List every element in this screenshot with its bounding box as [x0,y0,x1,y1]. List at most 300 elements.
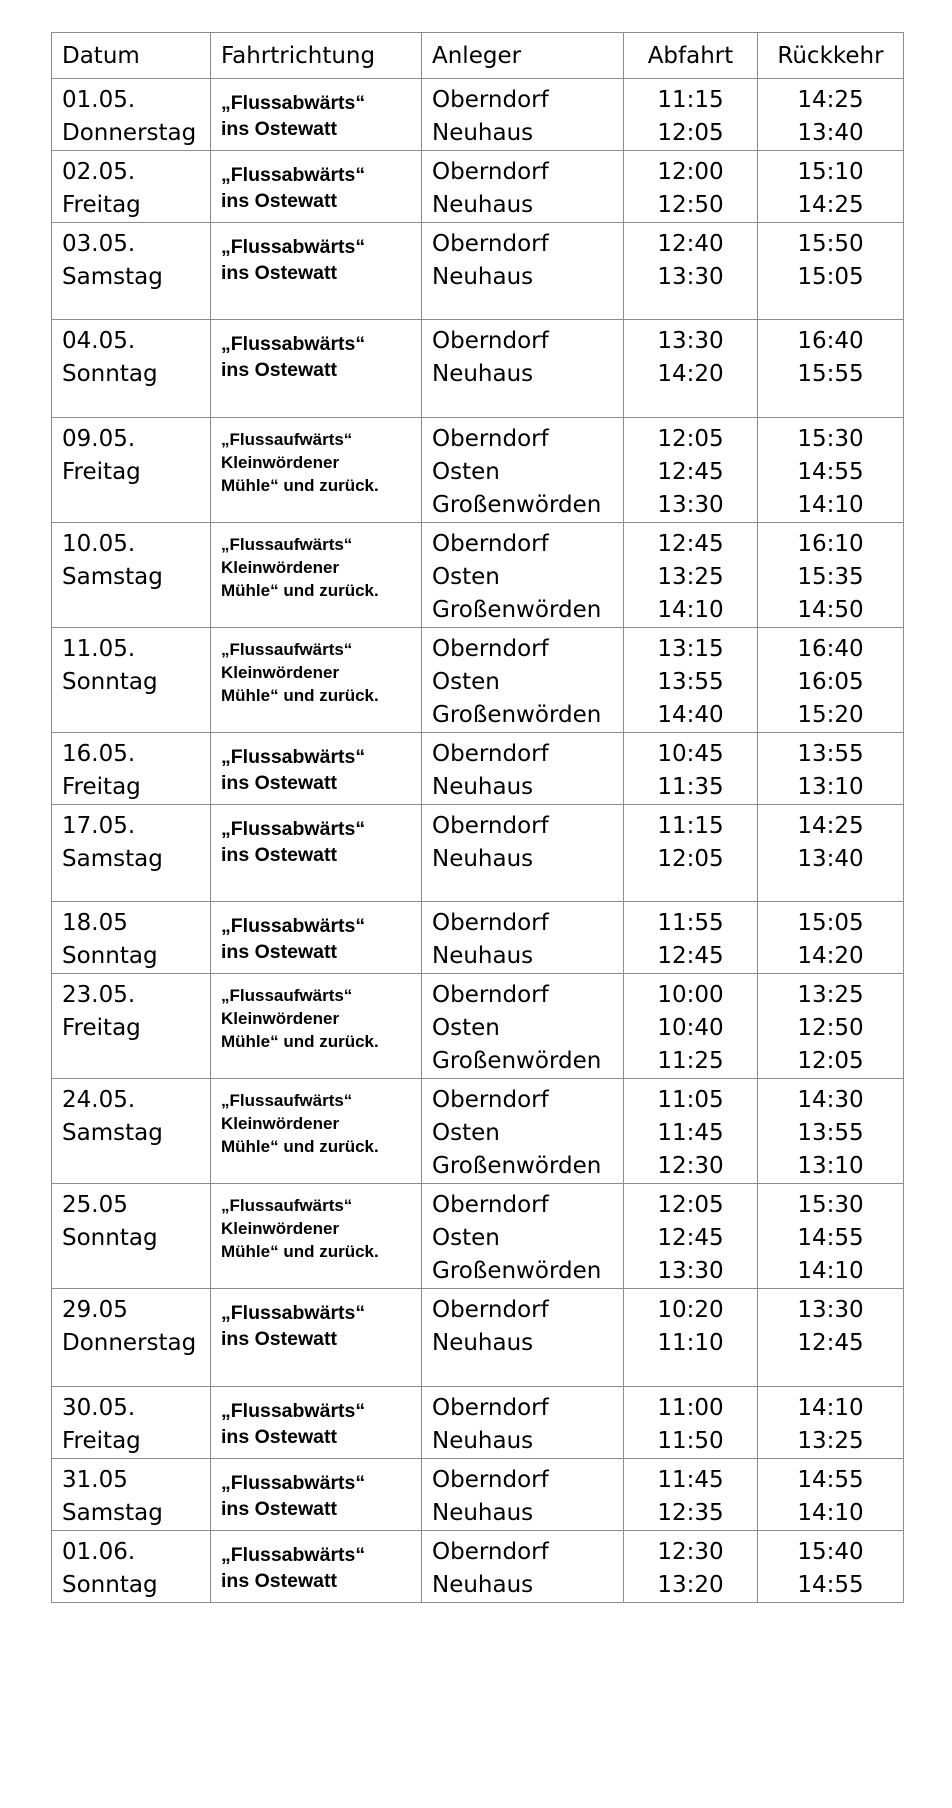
weekday-value: Samstag [62,1500,163,1526]
departure-list [624,1387,757,1458]
direction-line: „Flussabwärts“ [221,236,366,258]
return-time: 12:45 [797,1330,864,1356]
direction-text [211,418,421,497]
return-time: 15:20 [797,702,864,728]
return-list [758,1079,903,1183]
pier-list [422,79,623,150]
return-cell [758,628,904,733]
return-list [758,151,903,222]
pier-cell [422,1184,624,1289]
date-text [52,1531,210,1602]
table-body [52,79,904,1603]
return-list [758,974,903,1078]
return-cell [758,151,904,223]
table-row [52,902,904,974]
date-text [52,1387,210,1458]
return-list [758,902,903,973]
direction-cell [211,1531,422,1603]
return-cell [758,320,904,418]
pier-list [422,320,623,391]
pier-name: Oberndorf [432,531,549,557]
table-row [52,223,904,320]
return-cell [758,1289,904,1387]
pier-list [422,902,623,973]
return-cell [758,733,904,805]
pier-name: Oberndorf [432,1297,549,1323]
table-row [52,805,904,902]
date-value: 18.05 [62,910,128,936]
date-cell [52,628,211,733]
direction-line: Mühle“ und zurück. [221,1242,379,1261]
date-cell [52,1079,211,1184]
pier-name: Oberndorf [432,87,549,113]
date-value: 09.05. [62,426,136,452]
direction-line: „Flussaufwärts“ [221,1091,353,1110]
pier-list [422,1289,623,1360]
departure-time: 11:05 [657,1087,724,1113]
return-time: 14:25 [797,813,864,839]
return-time: 14:30 [797,1087,864,1113]
return-time: 13:55 [797,741,864,767]
return-time: 14:50 [797,597,864,623]
date-cell [52,1289,211,1387]
departure-time: 13:55 [657,669,724,695]
direction-cell [211,1387,422,1459]
direction-text [211,805,421,868]
departure-time: 13:15 [657,636,724,662]
departure-cell [624,223,758,320]
pier-list [422,733,623,804]
direction-cell [211,418,422,523]
direction-cell [211,79,422,151]
return-list [758,523,903,627]
date-cell [52,733,211,805]
direction-text [211,628,421,707]
header-departure: Abfahrt [624,33,758,79]
date-value: 10.05. [62,531,136,557]
departure-time: 14:40 [657,702,724,728]
date-value: 04.05. [62,328,136,354]
departure-time: 12:05 [657,120,724,146]
direction-line: „Flussabwärts“ [221,915,366,937]
direction-cell [211,320,422,418]
date-value: 16.05. [62,741,136,767]
departure-cell [624,628,758,733]
return-time: 15:35 [797,564,864,590]
return-list [758,1459,903,1530]
departure-list [624,418,757,522]
departure-time: 12:45 [657,459,724,485]
direction-line: Kleinwördener [221,558,340,577]
return-time: 13:10 [797,774,864,800]
weekday-value: Sonntag [62,943,158,969]
direction-line: Kleinwördener [221,1219,340,1238]
table-row [52,1531,904,1603]
weekday-value: Donnerstag [62,120,197,146]
direction-cell [211,1459,422,1531]
pier-name: Neuhaus [432,1500,534,1526]
departure-time: 12:05 [657,846,724,872]
return-cell [758,79,904,151]
date-text [52,1184,210,1255]
return-time: 13:55 [797,1120,864,1146]
schedule-table [51,32,904,1603]
pier-name: Neuhaus [432,774,534,800]
departure-cell [624,1387,758,1459]
departure-time: 12:05 [657,1192,724,1218]
return-time: 13:25 [797,982,864,1008]
return-time: 15:30 [797,1192,864,1218]
table-row [52,418,904,523]
return-cell [758,418,904,523]
date-text [52,733,210,804]
departure-list [624,628,757,732]
departure-list [624,1184,757,1288]
return-time: 12:50 [797,1015,864,1041]
date-value: 29.05 [62,1297,128,1323]
date-value: 17.05. [62,813,136,839]
direction-text [211,974,421,1053]
header-row [52,33,904,79]
return-time: 15:10 [797,159,864,185]
departure-list [624,805,757,876]
date-value: 01.05. [62,87,136,113]
direction-line: ins Ostewatt [221,1570,337,1592]
weekday-value: Donnerstag [62,1330,197,1356]
departure-time: 11:10 [657,1330,724,1356]
table-row [52,320,904,418]
pier-list [422,1531,623,1602]
pier-name: Oberndorf [432,1087,549,1113]
date-text [52,1079,210,1150]
direction-text [211,320,421,383]
direction-line: „Flussabwärts“ [221,1544,366,1566]
date-text [52,223,210,294]
return-cell [758,974,904,1079]
date-text [52,1289,210,1360]
pier-cell [422,733,624,805]
departure-time: 11:15 [657,813,724,839]
table-row [52,151,904,223]
return-cell [758,902,904,974]
pier-name: Oberndorf [432,982,549,1008]
date-text [52,1459,210,1530]
pier-list [422,151,623,222]
table-row [52,733,904,805]
pier-cell [422,1459,624,1531]
direction-line: „Flussabwärts“ [221,746,366,768]
direction-line: ins Ostewatt [221,844,337,866]
departure-time: 12:35 [657,1500,724,1526]
direction-line: Kleinwördener [221,1009,340,1028]
return-list [758,418,903,522]
return-list [758,1289,903,1360]
date-cell [52,974,211,1079]
departure-cell [624,1531,758,1603]
pier-name: Neuhaus [432,1330,534,1356]
direction-line: ins Ostewatt [221,1328,337,1350]
direction-line: ins Ostewatt [221,262,337,284]
direction-line: Mühle“ und zurück. [221,476,379,495]
pier-name: Großenwörden [432,1258,602,1284]
table-row [52,79,904,151]
departure-list [624,223,757,294]
date-cell [52,1184,211,1289]
pier-name: Neuhaus [432,192,534,218]
return-time: 15:05 [797,264,864,290]
departure-cell [624,79,758,151]
departure-cell [624,1459,758,1531]
direction-text [211,1531,421,1594]
direction-line: „Flussaufwärts“ [221,986,353,1005]
pier-name: Osten [432,1225,500,1251]
table-header [52,33,904,79]
direction-line: Kleinwördener [221,453,340,472]
pier-name: Oberndorf [432,159,549,185]
return-time: 14:55 [797,459,864,485]
return-time: 13:40 [797,846,864,872]
departure-list [624,79,757,150]
direction-line: „Flussabwärts“ [221,92,366,114]
departure-list [624,1079,757,1183]
pier-list [422,1184,623,1288]
pier-cell [422,418,624,523]
return-cell [758,1387,904,1459]
weekday-value: Samstag [62,564,163,590]
pier-cell [422,1079,624,1184]
pier-cell [422,805,624,902]
table-row [52,974,904,1079]
direction-line: ins Ostewatt [221,941,337,963]
direction-line: „Flussabwärts“ [221,818,366,840]
direction-line: „Flussaufwärts“ [221,1196,353,1215]
return-cell [758,1459,904,1531]
direction-line: Mühle“ und zurück. [221,581,379,600]
return-cell [758,223,904,320]
date-value: 31.05 [62,1467,128,1493]
return-list [758,320,903,391]
pier-cell [422,79,624,151]
return-time: 13:25 [797,1428,864,1454]
date-value: 01.06. [62,1539,136,1565]
direction-line: ins Ostewatt [221,1498,337,1520]
departure-time: 12:45 [657,531,724,557]
pier-cell [422,902,624,974]
return-cell [758,1531,904,1603]
departure-list [624,320,757,391]
departure-time: 11:45 [657,1120,724,1146]
direction-line: Kleinwördener [221,663,340,682]
return-time: 13:40 [797,120,864,146]
weekday-value: Samstag [62,846,163,872]
return-time: 15:50 [797,231,864,257]
pier-name: Großenwörden [432,1048,602,1074]
date-value: 25.05 [62,1192,128,1218]
departure-list [624,1459,757,1530]
departure-cell [624,733,758,805]
direction-cell [211,974,422,1079]
pier-name: Osten [432,1120,500,1146]
return-time: 14:10 [797,1500,864,1526]
departure-list [624,733,757,804]
direction-line: „Flussaufwärts“ [221,640,353,659]
pier-name: Großenwörden [432,702,602,728]
departure-time: 11:55 [657,910,724,936]
pier-name: Großenwörden [432,597,602,623]
pier-name: Oberndorf [432,1467,549,1493]
pier-name: Oberndorf [432,328,549,354]
departure-list [624,974,757,1078]
departure-cell [624,902,758,974]
pier-cell [422,1531,624,1603]
return-time: 14:25 [797,192,864,218]
weekday-value: Samstag [62,1120,163,1146]
direction-cell [211,733,422,805]
return-time: 14:55 [797,1225,864,1251]
departure-time: 12:40 [657,231,724,257]
pier-name: Neuhaus [432,264,534,290]
departure-cell [624,523,758,628]
date-text [52,805,210,876]
date-cell [52,320,211,418]
departure-cell [624,320,758,418]
header-date: Datum [52,33,211,79]
direction-line: „Flussaufwärts“ [221,430,353,449]
header-direction: Fahrtrichtung [211,33,422,79]
return-time: 14:10 [797,1258,864,1284]
direction-line: Mühle“ und zurück. [221,1137,379,1156]
departure-time: 10:00 [657,982,724,1008]
direction-cell [211,1079,422,1184]
departure-time: 11:15 [657,87,724,113]
weekday-value: Freitag [62,192,141,218]
return-time: 14:20 [797,943,864,969]
weekday-value: Sonntag [62,1225,158,1251]
direction-text [211,902,421,965]
pier-name: Neuhaus [432,1572,534,1598]
date-text [52,902,210,973]
departure-time: 11:45 [657,1467,724,1493]
departure-cell [624,805,758,902]
return-list [758,628,903,732]
pier-name: Oberndorf [432,741,549,767]
return-list [758,733,903,804]
direction-line: Mühle“ und zurück. [221,686,379,705]
date-value: 30.05. [62,1395,136,1421]
date-cell [52,151,211,223]
pier-name: Osten [432,459,500,485]
table-row [52,628,904,733]
return-time: 13:30 [797,1297,864,1323]
date-cell [52,79,211,151]
return-time: 13:10 [797,1153,864,1179]
direction-text [211,79,421,142]
pier-name: Neuhaus [432,361,534,387]
departure-time: 10:45 [657,741,724,767]
date-cell [52,805,211,902]
return-list [758,1387,903,1458]
direction-line: „Flussabwärts“ [221,1400,366,1422]
return-list [758,223,903,294]
return-time: 14:55 [797,1572,864,1598]
date-cell [52,1531,211,1603]
header-return: Rückkehr [758,33,904,79]
pier-name: Oberndorf [432,636,549,662]
pier-list [422,418,623,522]
return-list [758,1531,903,1602]
pier-cell [422,320,624,418]
direction-text [211,223,421,286]
direction-text [211,1184,421,1263]
departure-time: 13:30 [657,264,724,290]
departure-time: 13:25 [657,564,724,590]
date-cell [52,418,211,523]
date-value: 23.05. [62,982,136,1008]
direction-text [211,1387,421,1450]
departure-time: 13:30 [657,492,724,518]
pier-name: Neuhaus [432,120,534,146]
departure-time: 11:25 [657,1048,724,1074]
direction-cell [211,628,422,733]
departure-cell [624,418,758,523]
table-row [52,1459,904,1531]
table-row [52,1387,904,1459]
date-value: 24.05. [62,1087,136,1113]
weekday-value: Sonntag [62,669,158,695]
departure-time: 10:40 [657,1015,724,1041]
return-time: 12:05 [797,1048,864,1074]
return-cell [758,1079,904,1184]
date-text [52,523,210,594]
direction-text [211,1079,421,1158]
table-row [52,1289,904,1387]
return-time: 15:55 [797,361,864,387]
direction-cell [211,1289,422,1387]
direction-cell [211,805,422,902]
pier-list [422,1387,623,1458]
pier-name: Großenwörden [432,1153,602,1179]
departure-time: 11:00 [657,1395,724,1421]
direction-text [211,733,421,796]
return-time: 16:40 [797,636,864,662]
departure-list [624,902,757,973]
departure-time: 12:45 [657,943,724,969]
departure-time: 12:50 [657,192,724,218]
departure-time: 11:35 [657,774,724,800]
pier-name: Osten [432,669,500,695]
departure-time: 13:30 [657,1258,724,1284]
pier-name: Oberndorf [432,1395,549,1421]
return-list [758,79,903,150]
departure-cell [624,1184,758,1289]
weekday-value: Sonntag [62,1572,158,1598]
pier-cell [422,151,624,223]
departure-list [624,151,757,222]
direction-cell [211,151,422,223]
date-value: 03.05. [62,231,136,257]
departure-list [624,1289,757,1360]
return-time: 15:40 [797,1539,864,1565]
weekday-value: Freitag [62,1428,141,1454]
direction-line: Kleinwördener [221,1114,340,1133]
direction-text [211,523,421,602]
return-cell [758,805,904,902]
pier-name: Osten [432,564,500,590]
return-time: 14:55 [797,1467,864,1493]
pier-name: Oberndorf [432,813,549,839]
pier-name: Neuhaus [432,846,534,872]
direction-cell [211,1184,422,1289]
